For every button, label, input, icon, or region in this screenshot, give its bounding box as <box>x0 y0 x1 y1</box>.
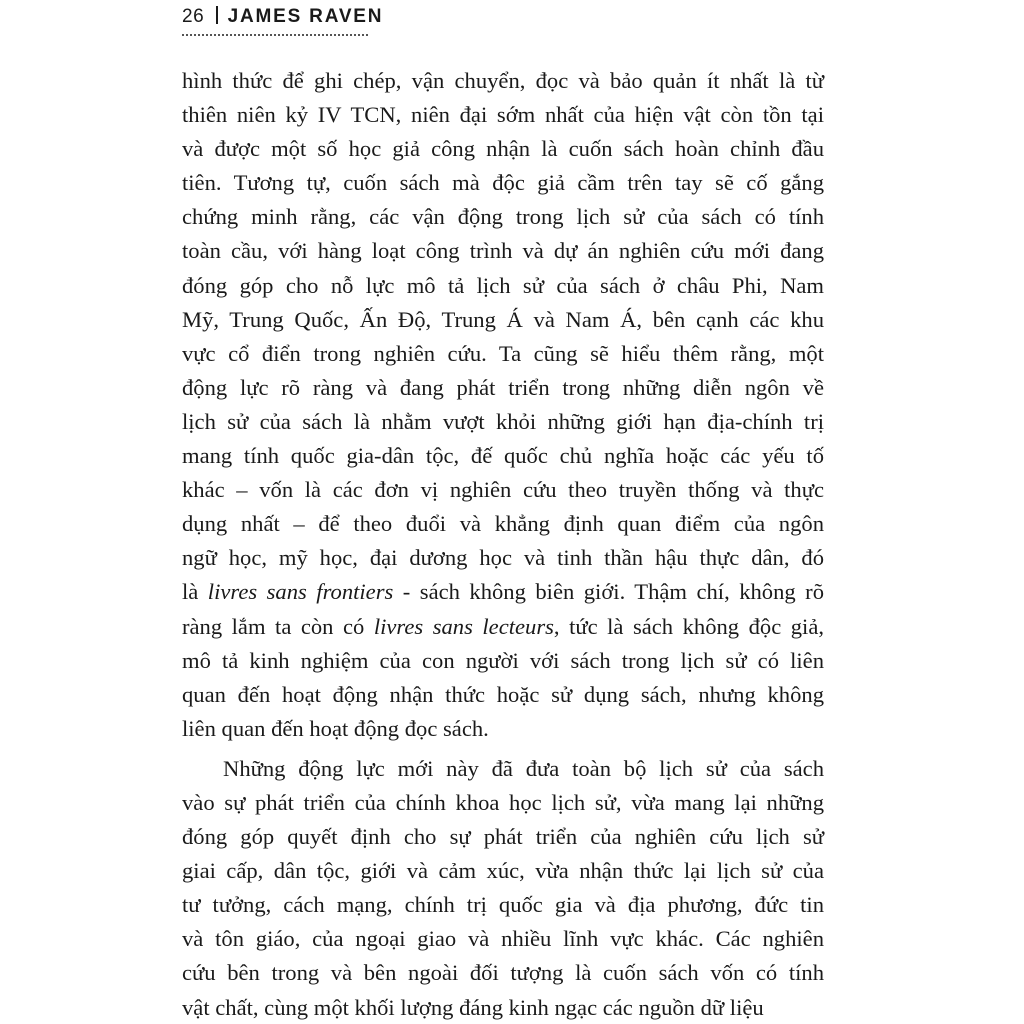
text-line: Mỹ, Trung Quốc, Ấn Độ, Trung Á và Nam Á, bên cạnh các khu <box>182 306 824 332</box>
text-line: giai cấp, dân tộc, giới và cảm xúc, vừa nhận thức lại lịch sử của <box>182 858 824 884</box>
text-line: hình thức để ghi chép, vận chuyển, đọc và bảo quản ít nhất là từ <box>182 68 824 93</box>
text-line: liên quan đến hoạt động đọc sách. <box>182 715 489 741</box>
running-header <box>182 4 384 36</box>
paragraph <box>182 752 824 1024</box>
text-line: toàn cầu, với hàng loạt công trình và dự án nghiên cứu mới đang <box>182 238 824 264</box>
text-line: đóng góp cho nỗ lực mô tả lịch sử của sách ở châu Phi, Nam <box>182 272 824 298</box>
page-number: 26 <box>182 6 205 27</box>
text-line: thiên niên kỷ IV TCN, niên đại sớm nhất của hiện vật còn tồn tại <box>182 102 824 128</box>
italic-phrase: livres sans frontiers <box>207 579 394 605</box>
paragraph <box>182 64 824 746</box>
text-line: tư tưởng, cách mạng, chính trị quốc gia và địa phương, đức tin <box>182 892 824 918</box>
text-line: khác – vốn là các đơn vị nghiên cứu theo truyền thống và thực <box>182 477 824 503</box>
text-line: tiên. Tương tự, cuốn sách mà độc giả cầm trên tay sẽ cố gắng <box>182 170 824 196</box>
text-line: dụng nhất – để theo đuổi và khẳng định quan điểm của ngôn <box>182 511 824 537</box>
text-line: cứu bên trong và bên ngoài đối tượng là cuốn sách vốn có tính <box>182 960 824 986</box>
text-line: mô tả kinh nghiệm của con người với sách trong lịch sử có liên <box>182 647 824 673</box>
body-text <box>182 64 824 1024</box>
header-separator <box>216 6 218 24</box>
text-line: động lực rõ ràng và đang phát triển trong những diễn ngôn về <box>182 374 824 400</box>
line-segment: - sách không biên giới. Thậm chí, không rõ <box>393 579 824 605</box>
text-line: và tôn giáo, của ngoại giao và nhiều lĩnh vực khác. Các nghiên <box>182 926 824 952</box>
text-line: vào sự phát triển của chính khoa học lịch sử, vừa mang lại những <box>182 789 824 815</box>
text-line: Những động lực mới này đã đưa toàn bộ lịch sử của sách <box>223 755 824 781</box>
text-line: mang tính quốc gia-dân tộc, đế quốc chủ nghĩa hoặc các yếu tố <box>182 443 824 469</box>
text-line: chứng minh rằng, các vận động trong lịch sử của sách có tính <box>182 204 824 230</box>
text-line <box>182 610 824 644</box>
text-line: vật chất, cùng một khối lượng đáng kinh ngạc các nguồn dữ liệu <box>182 994 764 1020</box>
author-name: JAMES RAVEN <box>227 6 384 27</box>
line-segment: là <box>182 579 208 605</box>
line-segment: ràng lắm ta còn có <box>182 613 374 639</box>
italic-phrase: livres sans lecteurs <box>373 613 554 639</box>
text-line <box>182 575 824 609</box>
text-line: và được một số học giả công nhận là cuốn sách hoàn chỉnh đầu <box>182 136 824 162</box>
text-line: ngữ học, mỹ học, đại dương học và tinh thần hậu thực dân, đó <box>182 545 824 571</box>
text-line: vực cổ điển trong nghiên cứu. Ta cũng sẽ hiểu thêm rằng, một <box>182 340 824 366</box>
text-line: đóng góp quyết định cho sự phát triển của nghiên cứu lịch sử <box>182 824 824 850</box>
line-segment: , tức là sách không độc giả, <box>553 613 824 639</box>
text-line: quan đến hoạt động nhận thức hoặc sử dụng sách, nhưng không <box>182 681 824 707</box>
text-line: lịch sử của sách là nhằm vượt khỏi những giới hạn địa-chính trị <box>182 408 824 434</box>
